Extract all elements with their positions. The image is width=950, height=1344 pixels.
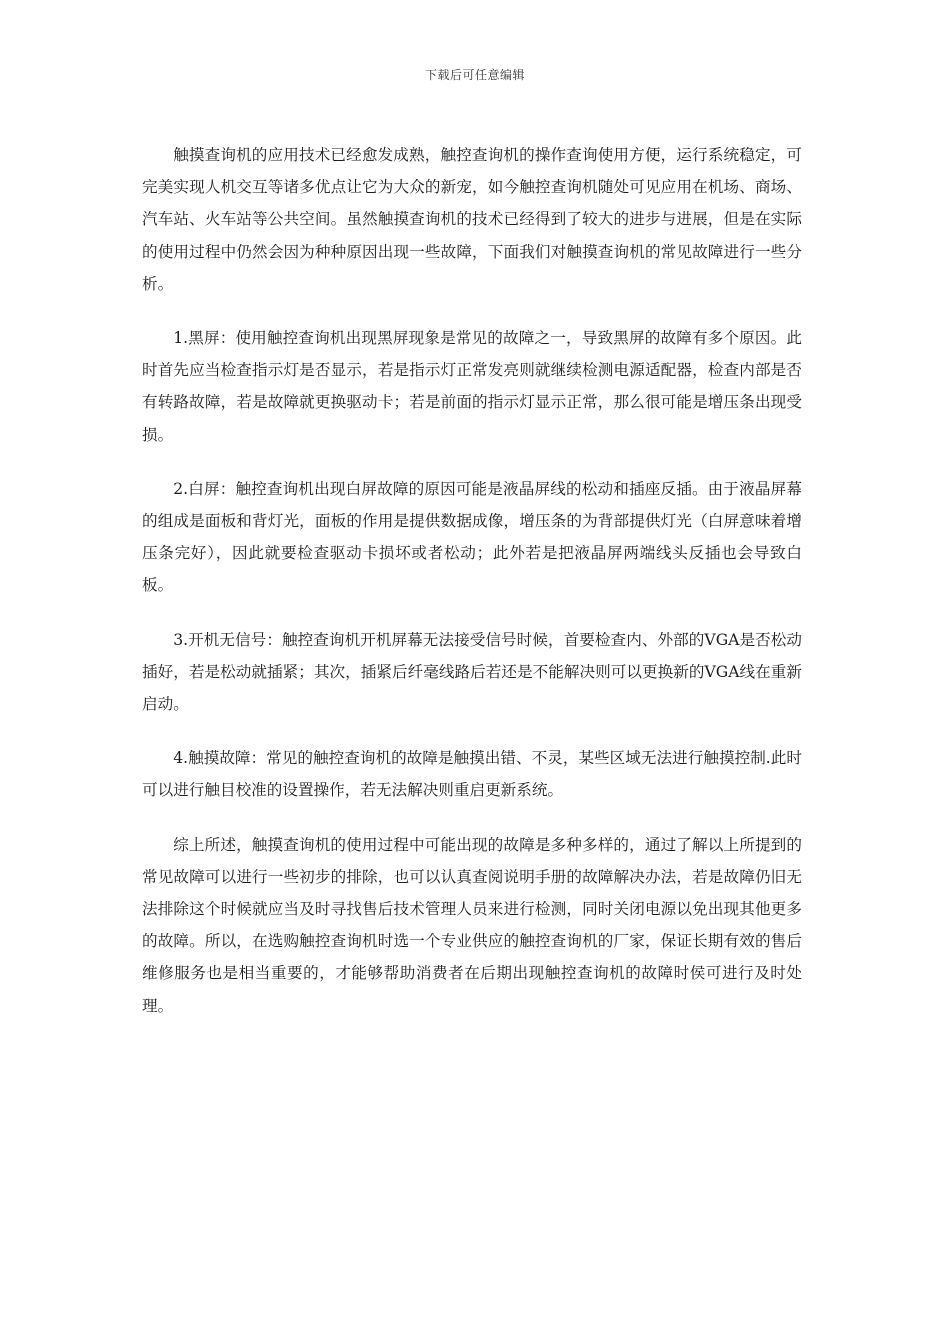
paragraph-intro: 触摸查询机的应用技术已经愈发成熟，触控查询机的操作查询使用方便，运行系统稳定，可完美实现人机交互等诸多优点让它为大众的新宠，如今触控查询机随处可见应用在机场、商场、汽车站、火车站等公共空间。虽然触摸查询机的技术已经得到了较大的进步与进展，但是在实际的使用过程中仍然会因为种种原因出现一些故障，下面我们对触摸查询机的常见故障进行一些分析。: [142, 146, 802, 293]
page-header: 下载后可任意编辑: [424, 68, 525, 82]
document-body: [142, 139, 802, 1044]
paragraph-no-signal: 3.开机无信号：触控查询机开机屏幕无法接受信号时候，首要检查内、外部的VGA是否松动插好，若是松动就插紧；其次，插紧后纤毫线路后若还是不能解决则可以更换新的VGA线在重新启动。: [142, 630, 802, 714]
paragraph-black-screen: 1.黑屏：使用触控查询机出现黑屏现象是常见的故障之一，导致黑屏的故障有多个原因。此时首先应当检查指示灯是否显示，若是指示灯正常发亮则就继续检测电源适配器，检查内部是否有转路故障，若是故障就更换驱动卡；若是前面的指示灯显示正常，那么很可能是增压条出现受损。: [142, 329, 802, 444]
paragraph-touch-fault: 4.触摸故障：常见的触控查询机的故障是触摸出错、不灵，某些区域无法进行触摸控制.此时可以进行触目校准的设置操作，若无法解决则重启更新系统。: [142, 749, 802, 800]
paragraph-conclusion: 综上所述，触摸查询机的使用过程中可能出现的故障是多种多样的，通过了解以上所提到的常见故障可以进行一些初步的排除，也可以认真查阅说明手册的故障解决办法，若是故障仍旧无法排除这个时候就应当及时寻找售后技术管理人员来进行检测，同时关闭电源以免出现其他更多的故障。所以，在选购触控查询机时选一个专业供应的触控查询机的厂家，保证长期有效的售后维修服务也是相当重要的，才能够帮助消费者在后期出现触控查询机的故障时侯可进行及时处理。: [142, 835, 802, 1015]
paragraph-white-screen: 2.白屏：触控查询机出现白屏故障的原因可能是液晶屏线的松动和插座反插。由于液晶屏幕的组成是面板和背灯光，面板的作用是提供数据成像，增压条的为背部提供灯光（白屏意味着增压条完好），因此就要检查驱动卡损坏或者松动；此外若是把液晶屏两端线头反插也会导致白板。: [142, 479, 802, 595]
